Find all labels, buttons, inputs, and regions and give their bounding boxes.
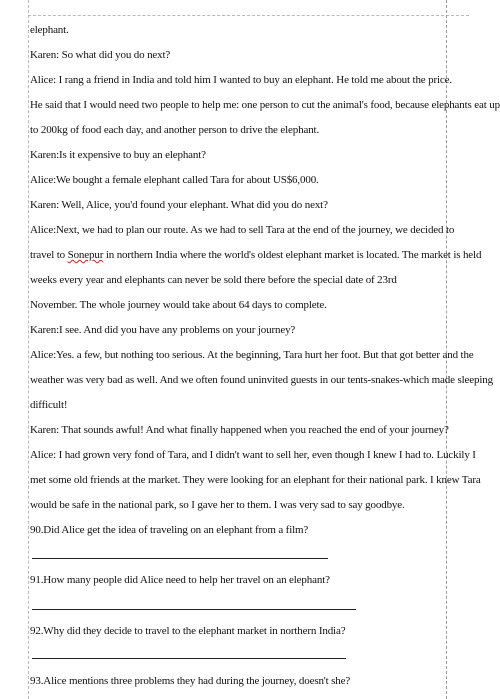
dialogue-line: to 200kg of food each day, and another person to drive the elephant. xyxy=(30,124,320,136)
dialogue-line: Alice: I rang a friend in India and told him I wanted to buy an elephant. He told me about the price. xyxy=(30,74,452,86)
dialogue-line: Karen: That sounds awful! And what finally happened when you reached the end of your journey? xyxy=(30,424,449,436)
dialogue-line: difficult! xyxy=(30,399,68,411)
margin-guide-left xyxy=(28,0,29,699)
document-body xyxy=(30,0,500,699)
dialogue-line xyxy=(30,248,481,262)
spellcheck-word: Sonepur xyxy=(67,249,104,261)
dialogue-line: Alice:Yes. a few, but nothing too serious. At the beginning, Tara hurt her foot. But that got better and the xyxy=(30,349,474,361)
question: 92.Why did they decide to travel to the elephant market in northern India? xyxy=(30,625,346,637)
dialogue-line: Karen: Well, Alice, you'd found your elephant. What did you do next? xyxy=(30,199,328,211)
dialogue-line: He said that I would need two people to help me: one person to cut the animal's food, because elephants eat up xyxy=(30,99,500,111)
dialogue-line: weather was very bad as well. And we often found uninvited guests in our tents-snakes-which made sleeping xyxy=(30,374,493,386)
dialogue-fragment: travel to xyxy=(30,249,65,261)
answer-line[interactable] xyxy=(32,558,328,559)
dialogue-line: met some old friends at the market. They were looking for an elephant for their national park. I knew Tara xyxy=(30,474,481,486)
dialogue-line: weeks every year and elephants can never be sold there before the special date of 23rd xyxy=(30,274,397,286)
dialogue-fragment: in northern India where the world's oldest elephant market is located. The market is held xyxy=(105,249,482,261)
dialogue-line: elephant. xyxy=(30,24,69,36)
question: 90.Did Alice get the idea of traveling on an elephant from a film? xyxy=(30,524,309,536)
question: 93.Alice mentions three problems they had during the journey, doesn't she? xyxy=(30,675,351,687)
question: 91.How many people did Alice need to help her travel on an elephant? xyxy=(30,574,330,586)
dialogue-line: November. The whole journey would take about 64 days to complete. xyxy=(30,299,327,311)
dialogue-line: Alice: I had grown very fond of Tara, and I didn't want to sell her, even though I knew I had to. Luckily I xyxy=(30,449,476,461)
dialogue-line: Alice:We bought a female elephant called Tara for about US$6,000. xyxy=(30,174,319,186)
dialogue-line: Alice:Next, we had to plan our route. As we had to sell Tara at the end of the journey, we decided to xyxy=(30,224,455,236)
dialogue-line: Karen:I see. And did you have any problems on your journey? xyxy=(30,324,296,336)
answer-line[interactable] xyxy=(32,658,346,659)
dialogue-line: would be safe in the national park, so I gave her to them. I was very sad to say goodbye. xyxy=(30,499,405,511)
answer-line[interactable] xyxy=(32,609,356,610)
dialogue-line: Karen:Is it expensive to buy an elephant? xyxy=(30,149,206,161)
dialogue-line: Karen: So what did you do next? xyxy=(30,49,171,61)
